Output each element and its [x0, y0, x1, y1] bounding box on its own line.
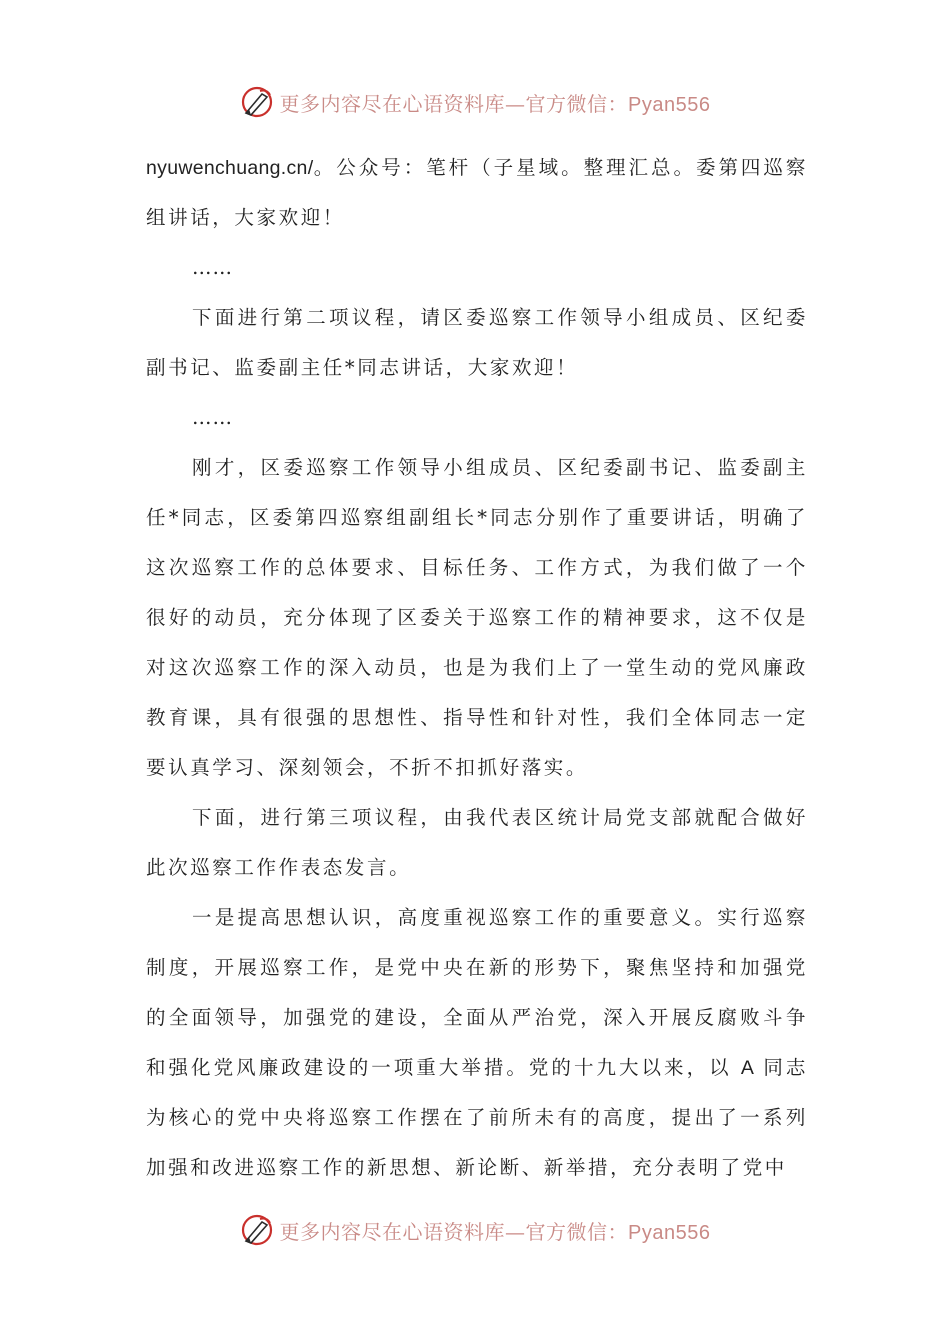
footer-watermark-banner: [0, 1210, 950, 1250]
paragraph-1: [146, 143, 808, 243]
paragraph-5-part-b: A: [740, 1057, 755, 1079]
paragraph-2: 下面进行第二项议程，请区委巡察工作领导小组成员、区纪委副书记、监委副主任*同志讲话，大家欢迎！: [146, 306, 808, 379]
paragraph-3: 刚才，区委巡察工作领导小组成员、区纪委副书记、监委副主任*同志，区委第四巡察组副组长*同志分别作了重要讲话，明确了这次巡察工作的总体要求、目标任务、工作方式，为我们做了一个很好的动员，充分体现了区委关于巡察工作的精神要求，这不仅是对这次巡察工作的深入动员，也是为我们上了一堂生动的党风廉政教育课，具有很强的思想性、指导性和针对性，我们全体同志一定要认真学习、深刻领会，不折不扣抓好落实。: [146, 456, 808, 779]
ellipsis-2: ……: [192, 406, 233, 429]
footer-banner-account: Pyan556: [628, 1221, 711, 1244]
pen-logo-icon: [240, 1213, 274, 1247]
paragraph-1-url: nyuwenchuang.cn/: [146, 157, 314, 179]
header-banner-text: [280, 88, 711, 117]
paragraph-4: 下面，进行第三项议程，由我代表区统计局党支部就配合做好此次巡察工作作表态发言。: [146, 806, 808, 879]
footer-banner-label: 更多内容尽在心语资料库—官方微信：: [279, 1219, 629, 1244]
paragraph-5: [146, 893, 808, 1193]
header-watermark-banner: [0, 82, 950, 122]
paragraph-5-part-a: 一是提高思想认识，高度重视巡察工作的重要意义。实行巡察制度，开展巡察工作，是党中央在新的形势下，聚焦坚持和加强党的全面领导，加强党的建设，全面从严治党，深入开展反腐败斗争和强化党风廉政建设的一项重大举措。党的十九大以来，以: [146, 906, 808, 1079]
header-banner-label: 更多内容尽在心语资料库—官方微信：: [279, 91, 629, 116]
document-body: [146, 143, 808, 1193]
paragraph-1-text: 。公众号：笔杆（子星域。整理汇总。委第四巡察组讲话，大家欢迎！: [146, 156, 808, 229]
paragraph-5-part-c: 同志为核心的党中央将巡察工作摆在了前所未有的高度，提出了一系列加强和改进巡察工作的新思想、新论断、新举措，充分表明了党中: [146, 1056, 809, 1179]
pen-logo-icon: [240, 85, 274, 119]
footer-banner-text: [280, 1216, 711, 1245]
ellipsis-1: ……: [192, 256, 233, 279]
header-banner-account: Pyan556: [628, 93, 711, 116]
